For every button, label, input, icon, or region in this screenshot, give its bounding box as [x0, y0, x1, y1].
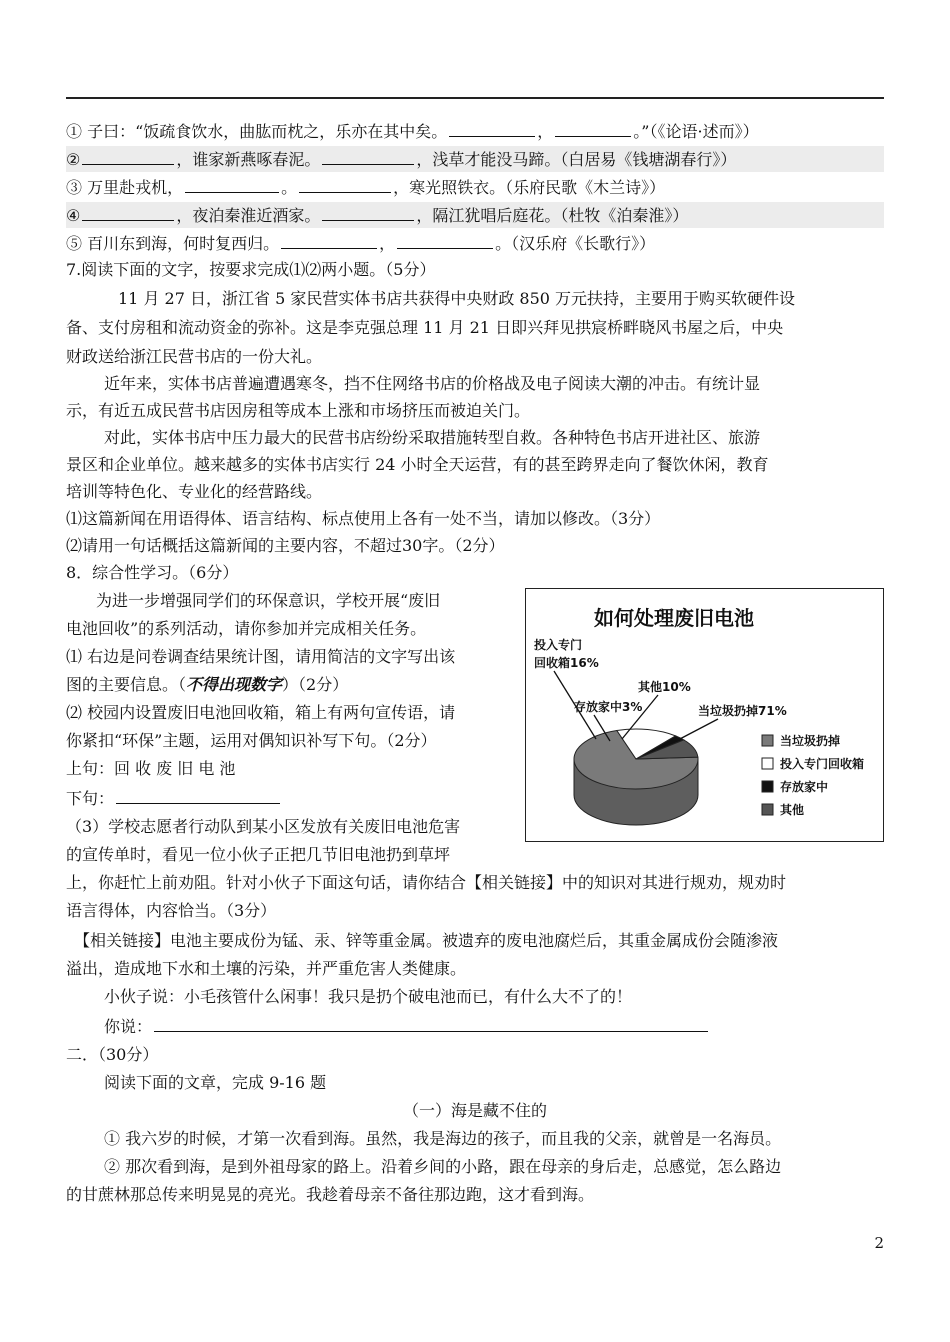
legend-swatch	[762, 758, 773, 769]
q8-young-man-quote: 小伙子说：小毛孩管什么闲事！我只是扔个破电池而已，有什么大不了的！	[104, 987, 633, 1006]
legend-swatch	[762, 781, 773, 792]
callout-label: 投入专门	[534, 638, 583, 652]
legend-swatch	[762, 804, 773, 815]
q8-sub1-line: ⑴ 右边是问卷调查结果统计图，请用简洁的文字写出该	[66, 647, 456, 666]
fill-in-line-1	[66, 118, 759, 144]
q7-para1-line: 11 月 27 日，浙江省 5 家民营实体书店共获得中央财政 850 万元扶持，主要用于购买软硬件设	[118, 289, 796, 308]
q7-para2-line: 近年来，实体书店普遍遭遇寒冬，挡不住网络书店的价格战及电子阅读大潮的冲击。有统计显	[104, 374, 761, 393]
q8-link-line: 溢出，造成地下水和土壤的污染，并严重危害人类健康。	[66, 959, 467, 978]
q8-intro-line: 电池回收”的系列活动，请你参加并完成相关任务。	[66, 619, 427, 638]
q8-lower-couplet	[66, 785, 282, 811]
answer-blank[interactable]	[449, 118, 535, 137]
chart-legend	[762, 733, 864, 817]
reply-blank[interactable]	[154, 1013, 708, 1032]
q8-no-numbers-note: 不得出现数字	[186, 675, 283, 694]
answer-blank[interactable]	[322, 146, 414, 165]
q8-upper-couplet: 上句：回 收 废 旧 电 池	[66, 759, 236, 778]
q8-sub2-line: 你紧扣“环保”主题，运用对偶知识补写下句。（2分）	[66, 731, 437, 750]
q7-para2-line: 示，有近五成民营书店因房租等成本上涨和市场挤压而被迫关门。	[66, 401, 531, 420]
answer-blank[interactable]	[299, 174, 391, 193]
q8-intro-line: 为进一步增强同学们的环保意识，学校开展“废旧	[96, 591, 441, 610]
fill-in-text: 。”（《论语·述而》）	[633, 122, 759, 141]
article-paragraph: 的甘蔗林那总传来明晃晃的亮光。我趁着母亲不备往那边跑，这才看到海。	[66, 1185, 595, 1204]
q7-para3-line: 景区和企业单位。越来越多的实体书店实行 24 小时全天运营，有的甚至跨界走向了餐饮休闲，教育	[66, 455, 769, 474]
answer-blank[interactable]	[322, 202, 414, 221]
fill-in-text: ⑤ 百川东到海，何时复西归。	[66, 234, 280, 253]
fill-in-text: ，隔江犹唱后庭花。（杜牧《泊秦淮》）	[416, 206, 689, 225]
q7-sub2: ⑵请用一句话概括这篇新闻的主要内容，不超过30字。（2分）	[66, 536, 505, 555]
q8-sub3-line: 上，你赶忙上前劝阻。针对小伙子下面这句话，请你结合【相关链接】中的知识对其进行规劝，规劝时	[66, 873, 787, 892]
callout-layer	[534, 637, 787, 741]
callout-arrow	[676, 719, 718, 741]
article-paragraph: ① 我六岁的时候，才第一次看到海。虽然，我是海边的孩子，而且我的父亲，就曾是一名海员。	[104, 1129, 782, 1148]
fill-in-line-2	[66, 146, 884, 172]
q8-lower-label: 下句：	[66, 789, 115, 808]
fill-in-text: ②	[66, 150, 81, 169]
q8-sub1-text: 图的主要信息。（	[66, 675, 187, 694]
fill-in-line-3	[66, 174, 665, 200]
q8-sub2-line: ⑵ 校园内设置废旧电池回收箱，箱上有两句宣传语，请	[66, 703, 456, 722]
fill-in-text: ，夜泊秦淮近酒家。	[176, 206, 321, 225]
fill-in-text: ，	[379, 234, 396, 253]
answer-blank[interactable]	[555, 118, 631, 137]
fill-in-line-5	[66, 230, 655, 256]
answer-blank[interactable]	[281, 230, 377, 249]
q7-para3-line: 对此，实体书店中压力最大的民营书店纷纷采取措施转型自救。各种特色书店开进社区、旅游	[104, 428, 761, 447]
q8-link-line: 【相关链接】电池主要成份为锰、汞、锌等重金属。被遗弃的废电池腐烂后，其重金属成份会随渗液	[74, 931, 779, 950]
chart-title: 如何处理废旧电池	[594, 606, 754, 630]
answer-blank[interactable]	[397, 230, 493, 249]
battery-survey-chart	[525, 588, 884, 842]
legend-label: 投入专门回收箱	[780, 757, 865, 771]
q8-sub1-line	[66, 673, 348, 699]
q8-your-reply	[104, 1013, 710, 1039]
q8-sub3-line: 的宣传单时，看见一位小伙子正把几节旧电池扔到草坪	[66, 845, 451, 864]
fill-in-text: ，寒光照铁衣。（乐府民歌《木兰诗》）	[393, 178, 666, 197]
legend-swatch	[762, 735, 773, 746]
q7-para1-line: 备、支付房租和流动资金的弥补。这是李克强总理 11 月 21 日即兴拜见拱宸桥畔晓风书屋之后，中央	[66, 318, 784, 337]
fill-in-line-4	[66, 202, 884, 228]
fill-in-text: ④	[66, 206, 81, 225]
callout-label: 当垃圾扔掉71%	[698, 704, 787, 718]
callout-label: 其他10%	[638, 680, 691, 694]
fill-in-text: 。（汉乐府《长歌行》）	[495, 234, 656, 253]
section2-instruction: 阅读下面的文章，完成 9-16 题	[104, 1073, 327, 1092]
lower-couplet-blank[interactable]	[116, 785, 280, 804]
fill-in-text: ，浅草才能没马蹄。（白居易《钱塘湖春行》）	[416, 150, 737, 169]
q8-sub3-line: 语言得体，内容恰当。（3分）	[66, 901, 277, 920]
fill-in-text: ① 子曰：“饭疏食饮水，曲肱而枕之，乐亦在其中矣。	[66, 122, 448, 141]
legend-label: 存放家中	[780, 780, 829, 794]
fill-in-text: 。	[281, 178, 298, 197]
q7-para1-line: 财政送给浙江民营书店的一份大礼。	[66, 347, 323, 366]
legend-label: 当垃圾扔掉	[780, 734, 841, 748]
page-number: 2	[874, 1234, 884, 1252]
legend-label: 其他	[780, 803, 805, 817]
pie-chart-svg	[526, 589, 883, 841]
callout-label: 存放家中3%	[574, 700, 643, 714]
q8-your-reply-label: 你说：	[104, 1017, 153, 1036]
q8-sub3-line: （3）学校志愿者行动队到某小区发放有关废旧电池危害	[66, 817, 461, 836]
q8-sub1-text: ）（2分）	[282, 675, 349, 694]
q8-title: 8．综合性学习。（6分）	[66, 563, 239, 582]
answer-blank[interactable]	[185, 174, 279, 193]
pie-layer	[574, 729, 698, 825]
q7-para3-line: 培训等特色化、专业化的经营路线。	[66, 482, 323, 501]
fill-in-text: ，谁家新燕啄春泥。	[176, 150, 321, 169]
callout-label: 回收箱16%	[534, 656, 599, 670]
answer-blank[interactable]	[82, 202, 174, 221]
q7-title: 7.阅读下面的文字，按要求完成⑴⑵两小题。（5分）	[66, 260, 436, 279]
fill-in-text: ，	[537, 122, 554, 141]
answer-blank[interactable]	[82, 146, 174, 165]
fill-in-text: ③ 万里赴戎机，	[66, 178, 184, 197]
article-paragraph: ② 那次看到海，是到外祖母家的路上。沿着乡间的小路，跟在母亲的身后走，总感觉，怎么路边	[104, 1157, 782, 1176]
q7-sub1: ⑴这篇新闻在用语得体、语言结构、标点使用上各有一处不当，请加以修改。（3分）	[66, 509, 661, 528]
section2-title: 二．（30分）	[66, 1045, 159, 1064]
header-rule	[66, 97, 884, 99]
article-title: （一）海是藏不住的	[402, 1101, 547, 1120]
